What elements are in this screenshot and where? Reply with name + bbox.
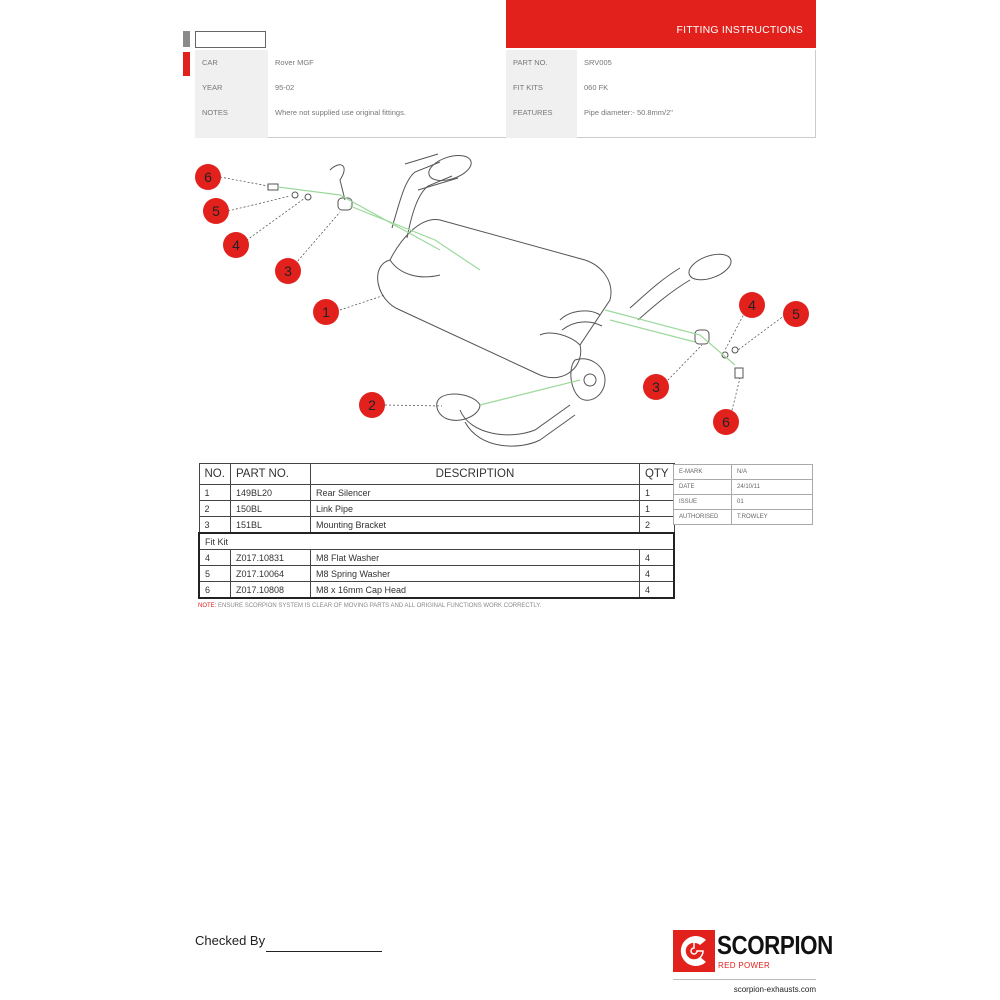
red-marker [183,52,190,76]
meta-row [674,510,813,525]
right-tip [686,249,735,285]
features-value: Pipe diameter:- 50.8mm/2" [584,108,673,117]
parts-header-row [199,464,674,485]
callout-6-right [713,409,739,435]
meta-value: 24/10/11 [732,480,813,495]
year-label: YEAR [195,75,268,100]
row-desc: M8 x 16mm Cap Head [310,582,639,599]
svg-text:1: 1 [322,304,330,320]
callout-3-left [275,258,301,284]
meta-value: 01 [732,495,813,510]
part-no-value: SRV005 [584,58,612,67]
part-no-label: PART NO. [506,50,577,75]
meta-value: T.ROWLEY [732,510,813,525]
safety-note [198,603,541,609]
exhaust-exploded-diagram [190,150,820,460]
fit-kits-value: 060 FK [584,83,609,92]
header-no: NO. [199,464,230,485]
meta-label: ISSUE [674,495,732,510]
blank-field-box [195,31,266,48]
left-flange [437,394,480,420]
table-row [199,550,674,566]
car-label: CAR [195,50,268,75]
svg-text:6: 6 [204,169,212,185]
meta-table [673,464,813,525]
row-no: 4 [199,550,230,566]
meta-row [674,465,813,480]
svg-text:6: 6 [722,414,730,430]
website-link[interactable]: scorpion-exhausts.com [733,985,816,994]
meta-label: DATE [674,480,732,495]
row-part: Z017.10064 [230,566,310,582]
info-panel [195,50,816,138]
row-qty: 4 [639,582,674,599]
signature-line [266,951,382,952]
table-row [199,501,674,517]
row-qty: 4 [639,550,674,566]
rear-silencer-body [378,220,611,378]
right-tailpipe [630,268,680,308]
svg-text:5: 5 [212,203,220,219]
row-no: 5 [199,566,230,582]
row-desc: Link Pipe [310,501,639,517]
callout-3-right [643,374,669,400]
svg-text:4: 4 [748,297,756,313]
note-text: ENSURE SCORPION SYSTEM IS CLEAR OF MOVING PARTS AND ALL ORIGINAL FUNCTIONS WORK CORRECTLY. [218,603,542,609]
left-bolt [268,184,278,190]
table-row [199,566,674,582]
row-desc: M8 Flat Washer [310,550,639,566]
row-part: Z017.10808 [230,582,310,599]
row-qty: 1 [639,485,674,501]
left-tailpipe [392,162,440,228]
svg-text:3: 3 [652,379,660,395]
info-row-notes [195,100,816,138]
callout-5-right [783,301,809,327]
row-desc: Mounting Bracket [310,517,639,534]
meta-label: AUTHORISED [674,510,732,525]
header-part-no: PART NO. [230,464,310,485]
fit-kit-header-row [199,533,674,550]
year-value: 95-02 [275,83,295,92]
row-qty: 4 [639,566,674,582]
meta-row [674,480,813,495]
notes-label: NOTES [195,100,268,138]
row-no: 3 [199,517,230,534]
table-row [199,582,674,599]
notes-value: Where not supplied use original fittings. [275,108,406,117]
brand-tagline: RED POWER [718,961,771,970]
row-no: 2 [199,501,230,517]
fit-kits-label: FIT KITS [506,75,577,100]
table-row [199,517,674,534]
row-qty: 2 [639,517,674,534]
row-no: 6 [199,582,230,599]
grey-marker [183,31,190,47]
meta-row [674,495,813,510]
parts-table [198,463,675,599]
right-flange [571,359,605,401]
meta-value: N/A [732,465,813,480]
row-qty: 1 [639,501,674,517]
table-row [199,485,674,501]
scorpion-logo-icon [673,930,715,972]
note-label: NOTE: [198,603,217,609]
document-title: FITTING INSTRUCTIONS [676,24,803,36]
info-row-year [195,75,816,100]
row-part: 150BL [230,501,310,517]
header-description: DESCRIPTION [310,464,639,485]
row-desc: M8 Spring Washer [310,566,639,582]
callout-2 [359,392,385,418]
row-desc: Rear Silencer [310,485,639,501]
svg-text:2: 2 [368,397,376,413]
car-value: Rover MGF [275,58,314,67]
header-qty: QTY [639,464,674,485]
info-row-car [195,50,816,75]
callout-4-left [223,232,249,258]
callout-5-left [203,198,229,224]
callouts [195,164,809,435]
checked-by-label: Checked By [195,933,266,948]
row-no: 1 [199,485,230,501]
brand-name: SCORPION [717,930,833,960]
callout-4-right [739,292,765,318]
row-part: Z017.10831 [230,550,310,566]
callout-6-left [195,164,221,190]
row-part: 149BL20 [230,485,310,501]
row-part: 151BL [230,517,310,534]
svg-text:4: 4 [232,237,240,253]
meta-label: E-MARK [674,465,732,480]
svg-text:3: 3 [284,263,292,279]
footer-divider [673,979,816,980]
features-label: FEATURES [506,100,577,138]
callout-1 [313,299,339,325]
fit-kit-label: Fit Kit [199,533,674,550]
right-bolt [735,368,743,378]
svg-text:5: 5 [792,306,800,322]
